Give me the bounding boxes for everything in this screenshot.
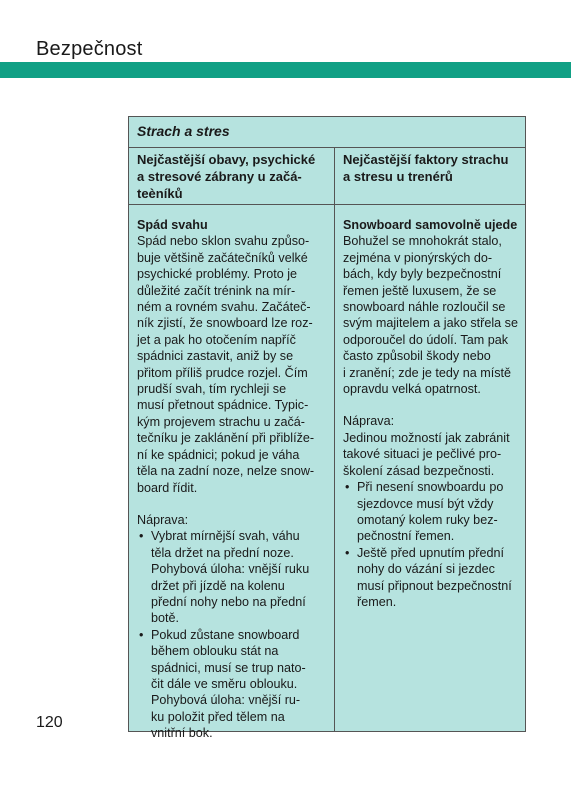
- right-remedy-list: [343, 479, 529, 610]
- heading-divider: [129, 204, 525, 205]
- title-divider: [129, 147, 525, 148]
- list-item: • Pokud zůstane snowboard během oblouku stát na spádnici, musí se trup nato- čit dále ve směru oblouku. Pohybová úloha: vnější ru- ku položit před tělem na vnitřní bok.: [139, 627, 306, 741]
- box-title: Strach a stres: [137, 123, 230, 139]
- list-item: • Při nesení snowboardu po sjezdovce musí být vždy omotaný kolem ruky bez- pečnostní řemen.: [345, 480, 504, 544]
- bullet-icon: •: [139, 627, 144, 642]
- column-divider: [334, 147, 335, 731]
- left-column: [137, 217, 323, 742]
- page-number: 120: [36, 714, 63, 731]
- chapter-band: [0, 62, 571, 78]
- right-subtitle: Snowboard samovolně ujede: [343, 218, 518, 232]
- left-subtitle: Spád svahu: [137, 218, 208, 232]
- right-column-heading: Nejčastější faktory strachu a stresu u trenérů: [343, 152, 509, 184]
- right-remedy-body: Jedinou možností jak zabránit takové situaci je pečlivé pro- školení zásad bezpečnosti.: [343, 430, 510, 478]
- bullet-icon: •: [345, 480, 350, 495]
- right-remedy-label: Náprava:: [343, 414, 395, 429]
- info-box: [128, 116, 526, 741]
- left-body: Spád nebo sklon svahu způso- buje většině začátečníků velké psychické problémy. Proto je důležité začít trénink na mír- ném a rovném svahu. Začáteč- ník zjistí, že snowboard lze roz- jet a pak ho otočením napříč spádnici zastavit, aniž by se přitom příliš prudce rozjel. Čím prudší svah, tím rychleji se musí přetnout spádnice. Typic- kým projevem strachu u začá- tečníku je zaklánění při přiblíže- ní ke spádnici; pokud je váha těla na zadní noze, nelze snow- board řídit.: [137, 234, 315, 495]
- bullet-icon: •: [139, 529, 144, 544]
- chapter-title: Bezpečnost: [36, 38, 143, 60]
- left-remedy-list: [137, 528, 323, 741]
- right-column: [343, 217, 529, 610]
- list-item: • Vybrat mírnější svah, váhu těla držet na přední noze. Pohybová úloha: vnější ruku držet při jízdě na kolenu přední nohy nebo na přední botě.: [139, 529, 310, 626]
- list-item: • Ještě před upnutím přední nohy do vázání si jezdec musí připnout bezpečnostní řemen.: [345, 545, 512, 609]
- left-remedy-label: Náprava:: [137, 512, 189, 527]
- bullet-icon: •: [345, 545, 350, 560]
- right-body: Bohužel se mnohokrát stalo, zejména v pionýrských do- bách, kdy byly bezpečnostní řemen ještě luxusem, že se snowboard náhle rozloučil se svým majitelem a jako střela se odporoučel do údolí. Tam pak často způsobil škody nebo i zranění; zde je tedy na místě opravdu velká opatrnost.: [343, 234, 518, 397]
- left-column-heading: Nejčastější obavy, psychické a stresové zábrany u začá- teèníků: [137, 152, 316, 201]
